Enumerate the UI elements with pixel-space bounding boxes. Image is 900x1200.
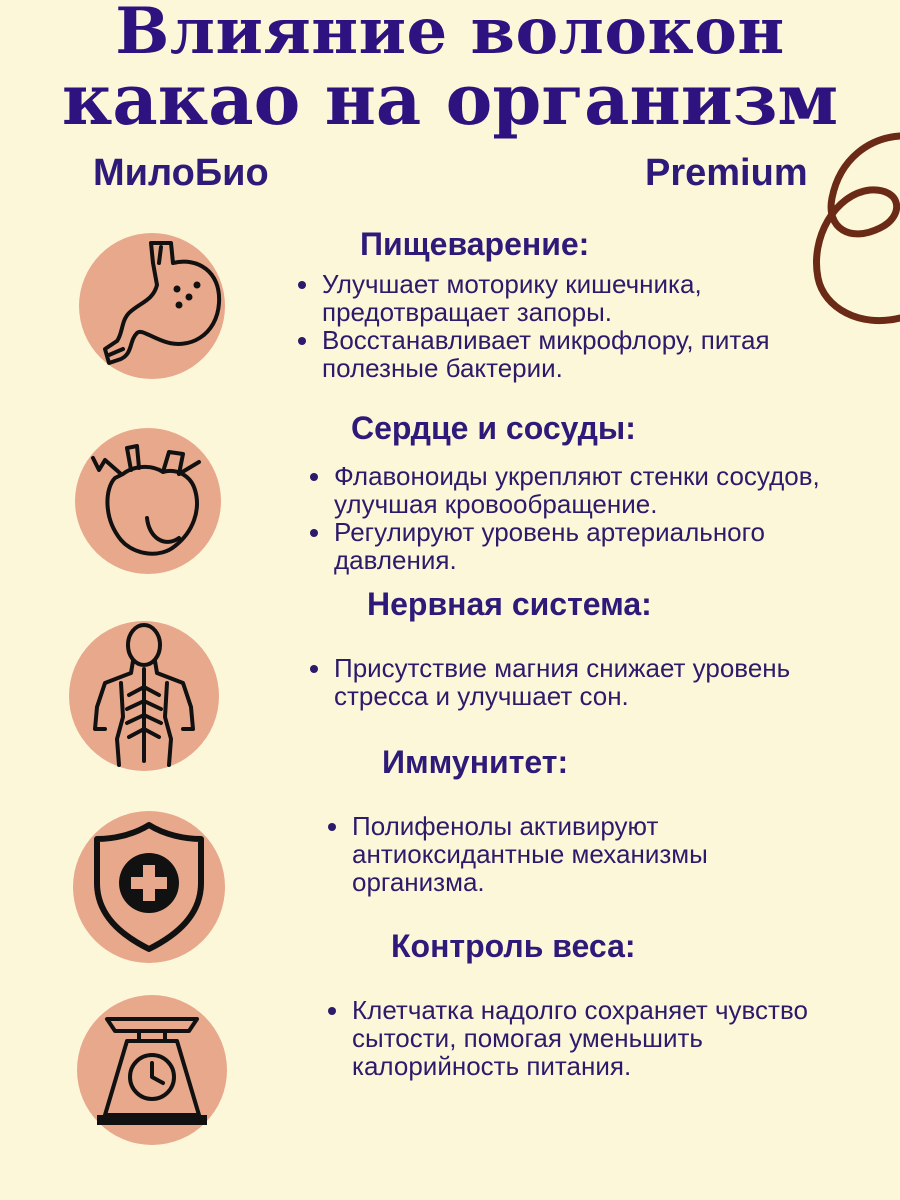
section-bullets-digestion	[296, 270, 836, 382]
section-title-digestion: Пищеварение:	[360, 226, 590, 262]
nervous-system-icon-badge	[69, 621, 219, 771]
shield-plus-icon	[73, 811, 225, 963]
heart-icon	[75, 428, 221, 574]
list-item: Присутствие магния снижает уровень стресса и улучшает сон.	[308, 654, 848, 710]
page-title-line-2: какао на организм	[61, 58, 839, 141]
list-item: Клетчатка надолго сохраняет чувство сытости, помогая уменьшить калорийность питания.	[326, 996, 876, 1080]
kitchen-scale-icon	[77, 995, 227, 1145]
list-item: Восстанавливает микрофлору, питая полезные бактерии.	[296, 326, 836, 382]
section-bullets-nervous-system	[308, 654, 848, 710]
list-item: Улучшает моторику кишечника, предотвращает запоры.	[296, 270, 836, 326]
section-bullets-heart	[308, 462, 848, 574]
section-title-heart: Сердце и сосуды:	[351, 410, 636, 446]
stomach-icon	[79, 233, 225, 379]
section-title-immunity: Иммунитет:	[382, 744, 569, 780]
section-bullets-immunity	[326, 812, 846, 896]
heart-icon-badge	[75, 428, 221, 574]
section-bullets-weight-control	[326, 996, 876, 1080]
page-title-line-1: Влияние волокон	[115, 0, 785, 69]
section-title-weight-control: Контроль веса:	[391, 928, 636, 964]
brand-tier: Premium	[645, 152, 808, 194]
list-item: Регулируют уровень артериального давления.	[308, 518, 848, 574]
brand-name: МилоБио	[93, 152, 269, 194]
section-title-nervous-system: Нервная система:	[367, 586, 652, 622]
kitchen-scale-icon-badge	[77, 995, 227, 1145]
nervous-system-icon	[69, 621, 219, 771]
shield-plus-icon-badge	[73, 811, 225, 963]
list-item: Полифенолы активируют антиоксидантные механизмы организма.	[326, 812, 846, 896]
stomach-icon-badge	[79, 233, 225, 379]
list-item: Флавоноиды укрепляют стенки сосудов, улучшая кровообращение.	[308, 462, 848, 518]
